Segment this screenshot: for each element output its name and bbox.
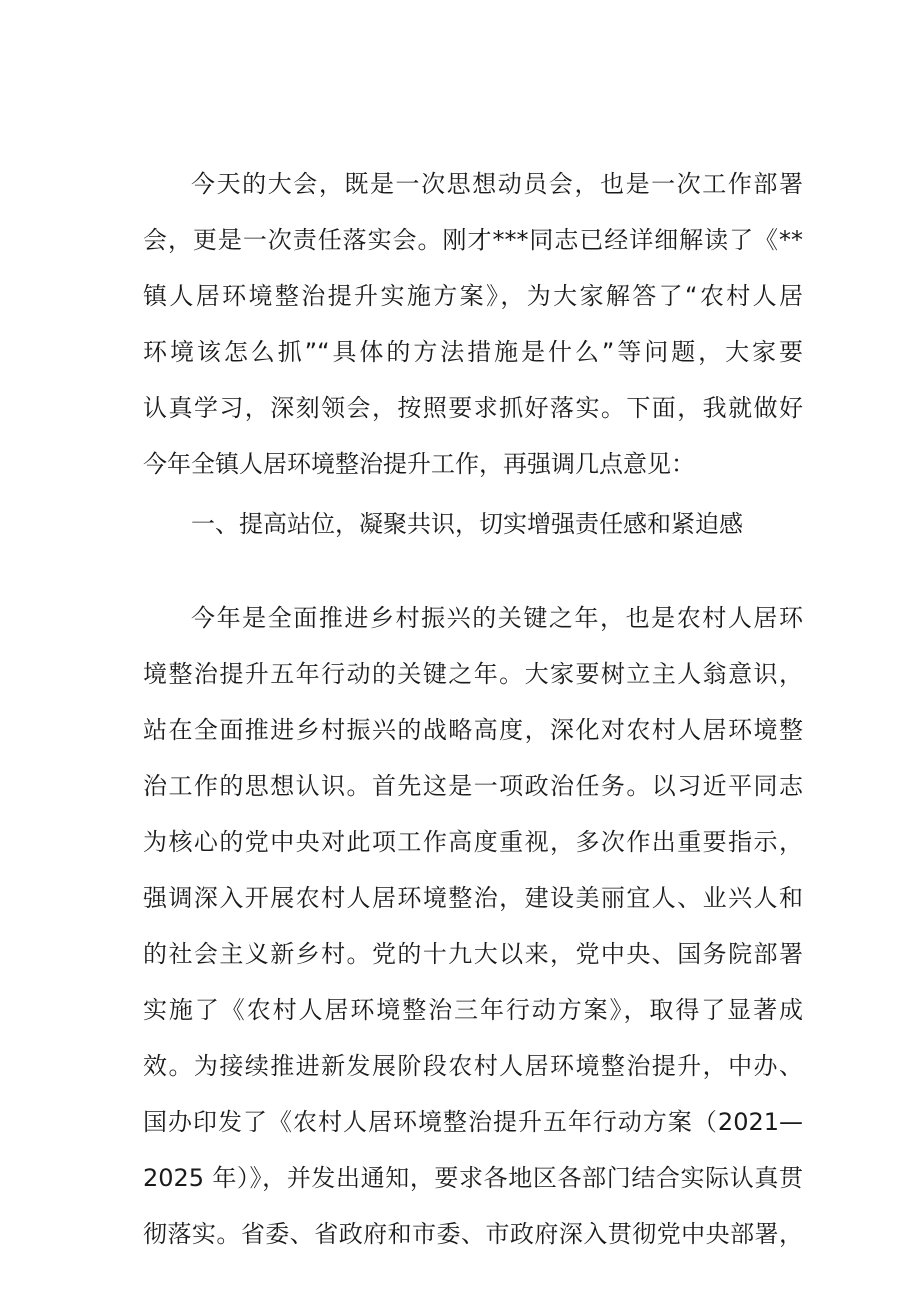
body-line-11: 2025 年）》，并发出通知，要求各地区各部门结合实际认真贯	[143, 1164, 803, 1192]
body-line-7: 的社会主义新乡村。党的十九大以来，党中央、国务院部署	[143, 940, 803, 968]
intro-line-5: 认真学习，深刻领会，按照要求抓好落实。下面，我就做好	[143, 394, 803, 422]
body-line-9: 效。为接续推进新发展阶段农村人居环境整治提升，中办、	[143, 1052, 803, 1080]
body-line-12: 彻落实。省委、省政府和市委、市政府深入贯彻党中央部署，	[143, 1220, 803, 1248]
intro-line-1: 今天的大会，既是一次思想动员会，也是一次工作部署	[191, 170, 803, 198]
body-line-4: 治工作的思想认识。首先这是一项政治任务。以习近平同志	[143, 772, 803, 800]
body-line-6: 强调深入开展农村人居环境整治，建设美丽宜人、业兴人和	[143, 884, 803, 912]
body-line-5: 为核心的党中央对此项工作高度重视，多次作出重要指示，	[143, 828, 803, 856]
intro-line-2: 会，更是一次责任落实会。刚才***同志已经详细解读了《**	[143, 226, 803, 254]
intro-line-6: 今年全镇人居环境整治提升工作，再强调几点意见：	[143, 450, 695, 478]
body-line-3: 站在全面推进乡村振兴的战略高度，深化对农村人居环境整	[143, 716, 803, 744]
intro-line-3: 镇人居环境整治提升实施方案》，为大家解答了“农村人居	[143, 282, 803, 310]
intro-line-4: 环境该怎么抓”“具体的方法措施是什么”等问题，大家要	[143, 338, 803, 366]
body-line-10: 国办印发了《农村人居环境整治提升五年行动方案（2021—	[143, 1108, 803, 1136]
body-line-1: 今年是全面推进乡村振兴的关键之年，也是农村人居环	[191, 604, 803, 632]
section-heading: 一、提高站位，凝聚共识，切实增强责任感和紧迫感	[191, 510, 743, 538]
body-line-2: 境整治提升五年行动的关键之年。大家要树立主人翁意识，	[143, 660, 803, 688]
body-line-8: 实施了《农村人居环境整治三年行动方案》，取得了显著成	[143, 996, 803, 1024]
